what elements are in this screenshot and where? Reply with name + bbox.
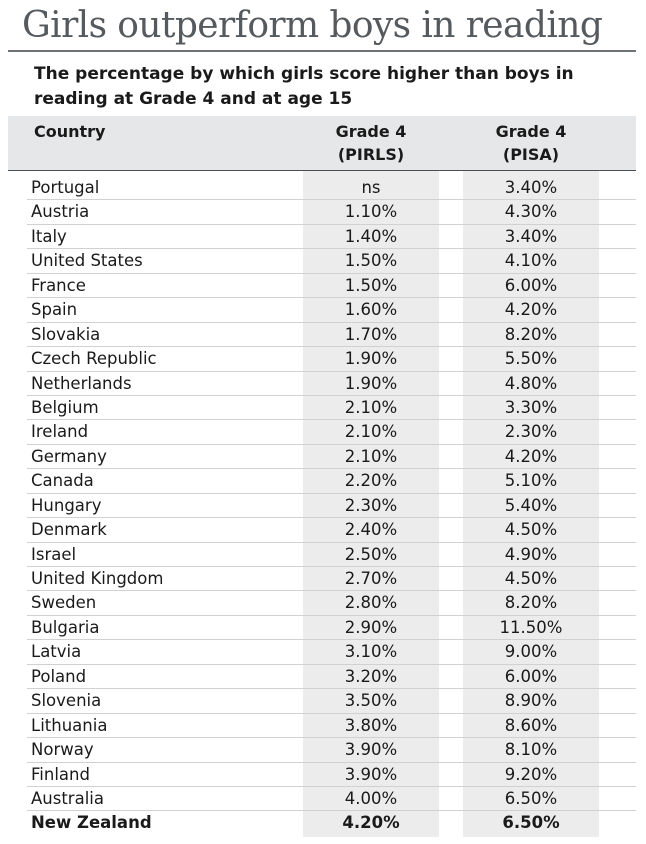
pirls-cell: ns bbox=[361, 178, 381, 197]
table-body bbox=[0, 176, 646, 836]
table-row bbox=[0, 420, 646, 444]
pisa-cell: 4.80% bbox=[504, 373, 558, 393]
pirls-cell: 1.70% bbox=[344, 324, 398, 344]
country-cell: Austria bbox=[31, 202, 90, 222]
table-row bbox=[0, 567, 646, 591]
country-cell: Hungary bbox=[31, 495, 102, 515]
pirls-cell: 1.60% bbox=[344, 300, 398, 320]
table-row bbox=[0, 689, 646, 713]
pisa-cell: 4.20% bbox=[504, 446, 558, 466]
pisa-cell: 5.40% bbox=[504, 495, 558, 515]
table-row bbox=[0, 640, 646, 664]
country-cell: Sweden bbox=[31, 593, 97, 613]
country-cell: Slovakia bbox=[31, 324, 101, 344]
pirls-cell: 2.70% bbox=[344, 569, 398, 588]
pirls-cell: 2.80% bbox=[344, 593, 398, 613]
table-row bbox=[0, 665, 646, 689]
table-row bbox=[0, 176, 646, 200]
pisa-cell: 8.20% bbox=[504, 593, 558, 613]
country-cell: Finland bbox=[31, 764, 90, 784]
country-cell: Italy bbox=[31, 226, 67, 246]
pisa-cell: 3.40% bbox=[504, 178, 558, 197]
table-row bbox=[0, 249, 646, 273]
country-cell: Germany bbox=[31, 446, 107, 466]
country-cell: Netherlands bbox=[31, 373, 132, 393]
pisa-cell: 9.20% bbox=[504, 764, 558, 784]
pisa-cell: 5.10% bbox=[504, 471, 558, 491]
country-cell: Belgium bbox=[31, 397, 99, 417]
pirls-cell: 3.80% bbox=[344, 715, 398, 735]
table-row bbox=[0, 298, 646, 322]
pirls-cell: 1.90% bbox=[344, 373, 398, 393]
column-header-pisa bbox=[463, 120, 599, 166]
table-row bbox=[0, 738, 646, 762]
pisa-cell: 6.00% bbox=[504, 275, 558, 295]
table-row bbox=[0, 763, 646, 787]
pirls-cell: 3.10% bbox=[344, 642, 398, 662]
country-cell: United Kingdom bbox=[31, 569, 164, 588]
table-row bbox=[0, 274, 646, 298]
chart-subtitle: The percentage by which girls score higher than boys in reading at Grade 4 and at age 15 bbox=[34, 64, 574, 109]
pirls-cell: 3.90% bbox=[344, 764, 398, 784]
country-cell: Denmark bbox=[31, 520, 107, 540]
pirls-cell: 2.10% bbox=[344, 446, 398, 466]
pisa-cell: 4.50% bbox=[504, 569, 558, 588]
pisa-cell: 4.10% bbox=[504, 251, 558, 271]
table-row bbox=[0, 811, 646, 835]
table-row bbox=[0, 445, 646, 469]
pirls-cell: 1.40% bbox=[344, 226, 398, 246]
country-cell: Israel bbox=[31, 544, 77, 564]
column-header-pisa-line2: (PISA) bbox=[502, 145, 560, 164]
pirls-cell: 2.20% bbox=[344, 471, 398, 491]
pirls-cell: 2.90% bbox=[344, 617, 398, 637]
table-row bbox=[0, 714, 646, 738]
column-header-pirls bbox=[303, 120, 439, 166]
pirls-cell: 4.20% bbox=[342, 813, 400, 833]
pirls-cell: 1.10% bbox=[344, 202, 398, 222]
pisa-cell: 4.90% bbox=[504, 544, 558, 564]
pisa-cell: 11.50% bbox=[499, 617, 563, 637]
pisa-cell: 6.50% bbox=[504, 788, 558, 808]
pisa-cell: 5.50% bbox=[504, 349, 558, 369]
table-row bbox=[0, 518, 646, 542]
pirls-cell: 2.30% bbox=[344, 495, 398, 515]
table-row bbox=[0, 469, 646, 493]
pisa-cell: 8.60% bbox=[504, 715, 558, 735]
pirls-cell: 2.50% bbox=[344, 544, 398, 564]
country-cell: Czech Republic bbox=[31, 349, 157, 369]
country-cell: Norway bbox=[31, 740, 94, 760]
pirls-cell: 2.40% bbox=[344, 520, 398, 540]
country-cell: Lithuania bbox=[31, 715, 108, 735]
pisa-cell: 6.00% bbox=[504, 666, 558, 686]
pisa-cell: 4.50% bbox=[504, 520, 558, 540]
pirls-cell: 1.50% bbox=[344, 275, 398, 295]
country-cell: New Zealand bbox=[31, 813, 152, 833]
pisa-cell: 6.50% bbox=[502, 813, 560, 833]
header-divider bbox=[8, 170, 636, 171]
table-row bbox=[0, 591, 646, 615]
table-row bbox=[0, 787, 646, 811]
pirls-cell: 2.10% bbox=[344, 397, 398, 417]
country-cell: United States bbox=[31, 251, 143, 271]
pirls-cell: 4.00% bbox=[344, 788, 398, 808]
pisa-cell: 3.30% bbox=[504, 397, 558, 417]
country-cell: Latvia bbox=[31, 642, 82, 662]
table-row bbox=[0, 396, 646, 420]
country-cell: Bulgaria bbox=[31, 617, 100, 637]
title-divider bbox=[8, 50, 636, 52]
pirls-cell: 1.90% bbox=[344, 349, 398, 369]
pirls-cell: 3.20% bbox=[344, 666, 398, 686]
country-cell: Australia bbox=[31, 788, 104, 808]
country-cell: Slovenia bbox=[31, 691, 102, 711]
country-cell: Ireland bbox=[31, 422, 89, 442]
pisa-cell: 4.20% bbox=[504, 300, 558, 320]
column-header-pirls-line1: Grade 4 bbox=[335, 122, 407, 141]
pisa-cell: 4.30% bbox=[504, 202, 558, 222]
country-cell: Canada bbox=[31, 471, 94, 491]
column-header-pirls-line2: (PIRLS) bbox=[337, 145, 405, 164]
pisa-cell: 8.10% bbox=[504, 740, 558, 760]
pirls-cell: 3.90% bbox=[344, 740, 398, 760]
column-header-pisa-line1: Grade 4 bbox=[495, 122, 567, 141]
pirls-cell: 2.10% bbox=[344, 422, 398, 442]
pisa-cell: 2.30% bbox=[504, 422, 558, 442]
country-cell: France bbox=[31, 275, 86, 295]
pisa-cell: 3.40% bbox=[504, 226, 558, 246]
pisa-cell: 8.20% bbox=[504, 324, 558, 344]
table-row bbox=[0, 225, 646, 249]
table-row bbox=[0, 616, 646, 640]
country-cell: Spain bbox=[31, 300, 78, 320]
pirls-cell: 3.50% bbox=[344, 691, 398, 711]
table-row bbox=[0, 323, 646, 347]
table-row bbox=[0, 200, 646, 224]
table-row bbox=[0, 347, 646, 371]
chart-title: Girls outperform boys in reading bbox=[22, 5, 603, 46]
pirls-cell: 1.50% bbox=[344, 251, 398, 271]
table-row bbox=[0, 543, 646, 567]
country-cell: Portugal bbox=[31, 178, 100, 197]
pisa-cell: 8.90% bbox=[504, 691, 558, 711]
table-row bbox=[0, 494, 646, 518]
column-header-country-label: Country bbox=[34, 122, 106, 141]
table-row bbox=[0, 372, 646, 396]
column-header-country bbox=[34, 120, 105, 143]
country-cell: Poland bbox=[31, 666, 87, 686]
pisa-cell: 9.00% bbox=[504, 642, 558, 662]
